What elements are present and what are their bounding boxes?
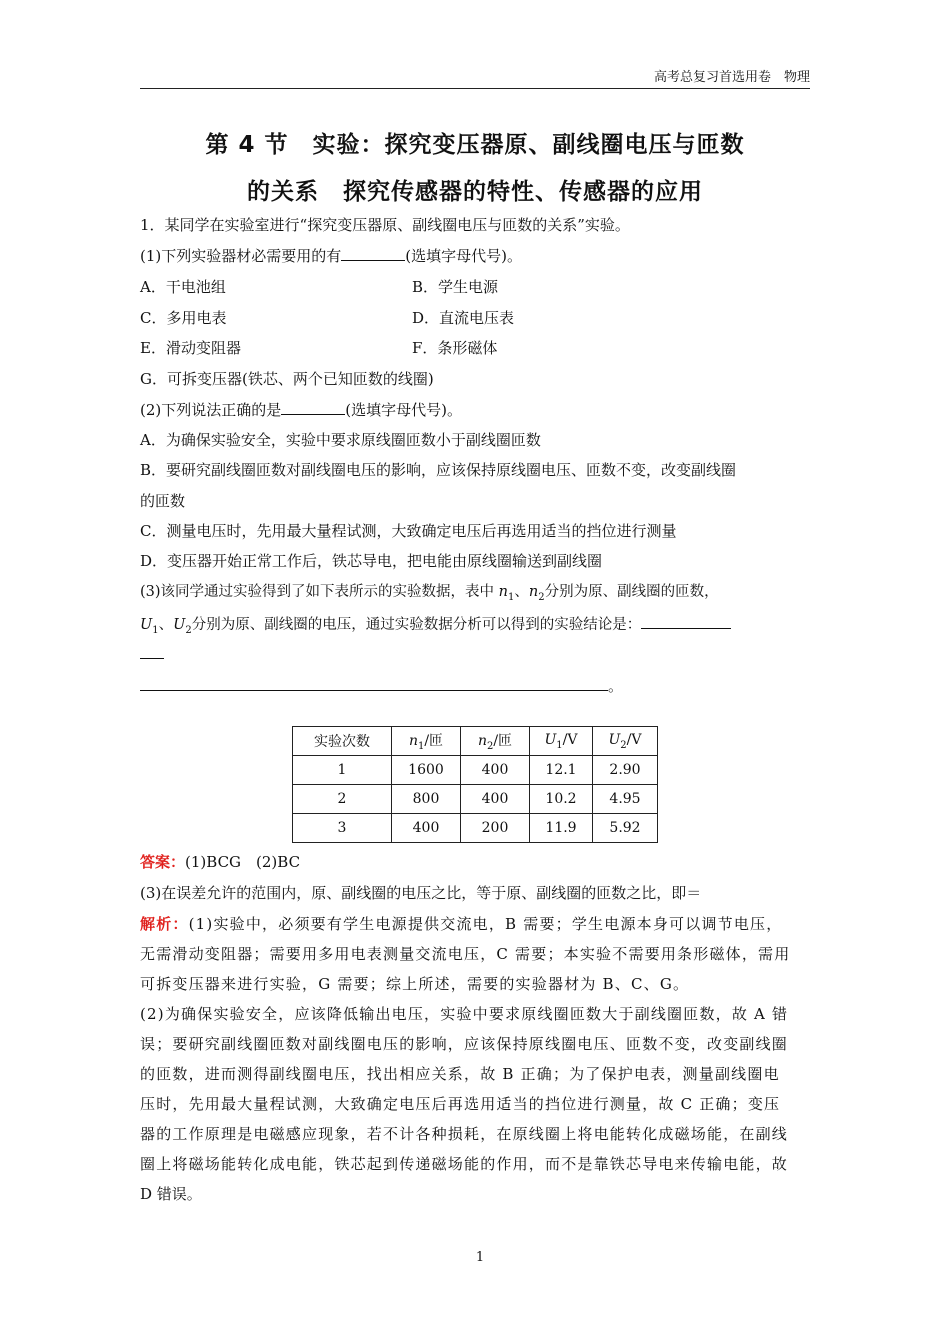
table-cell: 10.2 — [530, 785, 593, 814]
table-cell: 2 — [293, 785, 392, 814]
option-f: F．条形磁体 — [412, 339, 498, 357]
question-part-2 — [140, 398, 812, 421]
option-c: C．多用电表 — [140, 309, 227, 327]
header-subscript: 2 — [620, 739, 627, 751]
header-unit: /匝 — [493, 733, 513, 750]
analysis-line-9: 圈上将磁场能转化成电能，铁芯起到传递磁场能的作用，而不是靠铁芯导电来传输电能，故 — [140, 1155, 789, 1173]
separator-2: 、 — [158, 617, 174, 633]
table-cell: 3 — [293, 814, 392, 843]
answer-blank-3c — [140, 674, 608, 691]
answer-text: (1)BCG (2)BC — [185, 853, 301, 871]
question-part-3-line-1 — [140, 581, 812, 609]
subscript-u2: 2 — [185, 624, 192, 636]
question-part-3-line-3 — [140, 642, 812, 665]
question-intro: 1．某同学在实验室进行“探究变压器原、副线圈电压与匝数的关系”实验。 — [140, 216, 630, 234]
header-symbol: n — [408, 733, 418, 750]
option-a: A．干电池组 — [140, 278, 226, 296]
section-title-line-1: 第 4 节 实验：探究变压器原、副线圈电压与匝数 — [205, 132, 745, 158]
header-subscript: 1 — [556, 739, 563, 751]
analysis-line-5: 误；要研究副线圈匝数对副线圈电压的影响，应该保持原线圈电压、匝数不变，改变副线圈 — [140, 1035, 789, 1053]
answer-line — [140, 851, 812, 873]
analysis-line-7: 压时，先用最大量程试测，大致确定电压后再选用适当的挡位进行测量，故 C 正确；变压 — [140, 1095, 781, 1113]
answer-label: 答案： — [140, 853, 186, 871]
header-symbol: n — [477, 733, 487, 750]
analysis-line-3: 可拆变压器来进行实验，G 需要；综上所述，需要的实验器材为 B、C、G。 — [140, 975, 690, 993]
header-symbol: U — [544, 731, 557, 748]
statement-b-line-2: 的匝数 — [140, 492, 186, 510]
analysis-line-8: 器的工作原理是电磁感应现象，若不计各种损耗，在原线圈上将电能转化成磁场能，在副线 — [140, 1125, 789, 1143]
symbol-u1: U — [140, 617, 153, 633]
experiment-data-table — [292, 726, 658, 843]
symbol-n2: n — [528, 584, 539, 600]
part-2-suffix: (选填字母代号)。 — [345, 401, 462, 419]
answer-blank-3b — [140, 642, 164, 659]
part-3-text-b: 分别为原、副线圈的匝数， — [544, 584, 719, 600]
part-2-prefix: (2)下列说法正确的是 — [140, 401, 282, 419]
analysis-line-1 — [140, 913, 812, 935]
table-header-cell — [593, 727, 658, 756]
page-header: 高考总复习首选用卷 物理 — [140, 66, 810, 89]
header-symbol: U — [608, 731, 621, 748]
part-3-text-c: 分别为原、副线圈的电压，通过实验数据分析可以得到的实验结论是： — [191, 617, 642, 633]
table-cell: 1600 — [392, 756, 461, 785]
analysis-line-6: 的匝数，进而测得副线圈电压，找出相应关系，故 B 正确；为了保护电表，测量副线圈电 — [140, 1065, 780, 1083]
analysis-label: 解析： — [140, 915, 189, 933]
table-header-row — [293, 727, 658, 756]
analysis-line-10: D 错误。 — [140, 1185, 202, 1203]
question-part-3-line-2 — [140, 612, 812, 642]
table-row — [293, 756, 658, 785]
answer-part-3: (3)在误差允许的范围内，原、副线圈的电压之比，等于原、副线圈的匝数之比，即＝ — [140, 884, 702, 902]
table-cell: 12.1 — [530, 756, 593, 785]
table-header-cell: 实验次数 — [293, 727, 392, 756]
option-g: G．可拆变压器(铁芯、两个已知匝数的线圈) — [140, 370, 434, 388]
table-header-cell — [461, 727, 530, 756]
table-cell: 800 — [392, 785, 461, 814]
header-unit: /匝 — [424, 733, 444, 750]
table-cell: 1 — [293, 756, 392, 785]
option-d: D．直流电压表 — [412, 309, 515, 327]
option-b: B．学生电源 — [412, 278, 499, 296]
table-cell: 2.90 — [593, 756, 658, 785]
analysis-text: (1)实验中，必须要有学生电源提供交流电，B 需要；学生电源本身可以调节电压， — [188, 915, 783, 933]
end-mark: 。 — [608, 677, 624, 695]
separator: 、 — [514, 584, 529, 600]
statement-a: A．为确保实验安全，实验中要求原线圈匝数小于副线圈匝数 — [140, 431, 541, 449]
statement-c: C．测量电压时，先用最大量程试测，大致确定电压后再选用适当的挡位进行测量 — [140, 522, 677, 540]
subscript-1: 1 — [508, 591, 515, 603]
analysis-line-4: (2)为确保实验安全，应该降低输出电压，实验中要求原线圈匝数大于副线圈匝数，故 A 错 — [140, 1005, 789, 1023]
header-subscript: 2 — [486, 740, 494, 752]
table-cell: 5.92 — [593, 814, 658, 843]
table-cell: 400 — [392, 814, 461, 843]
header-unit: /V — [562, 731, 578, 748]
table-cell: 400 — [461, 785, 530, 814]
header-subscript: 1 — [417, 740, 425, 752]
section-title-line-2: 的关系 探究传感器的特性、传感器的应用 — [247, 179, 703, 205]
table-row — [293, 785, 658, 814]
subscript-2: 2 — [538, 591, 545, 603]
option-e: E．滑动变阻器 — [140, 339, 241, 357]
part-3-text-a: (3)该同学通过实验得到了如下表所示的实验数据，表中 — [140, 584, 495, 600]
page-number: 1 — [475, 1250, 485, 1265]
table-cell: 11.9 — [530, 814, 593, 843]
answer-blank-3a — [641, 612, 731, 629]
table-header-cell — [392, 727, 461, 756]
question-part-3-line-4 — [140, 674, 812, 697]
answer-blank-1 — [341, 244, 405, 261]
header-unit: /V — [626, 731, 642, 748]
answer-blank-2 — [281, 398, 345, 415]
table-row — [293, 814, 658, 843]
table-header-cell — [530, 727, 593, 756]
question-part-1 — [140, 244, 812, 267]
table-cell: 4.95 — [593, 785, 658, 814]
symbol-n1: n — [498, 584, 508, 600]
subscript-u1: 1 — [152, 624, 159, 636]
part-1-suffix: (选填字母代号)。 — [405, 247, 522, 265]
statement-b-line-1: B．要研究副线圈匝数对副线圈电压的影响，应该保持原线圈电压、匝数不变，改变副线圈 — [140, 461, 737, 479]
analysis-line-2: 无需滑动变阻器；需要用多用电表测量交流电压，C 需要；本实验不需要用条形磁体，需用 — [140, 945, 791, 963]
table-cell: 400 — [461, 756, 530, 785]
table-cell: 200 — [461, 814, 530, 843]
symbol-u2: U — [173, 617, 186, 633]
statement-d: D．变压器开始正常工作后，铁芯导电，把电能由原线圈输送到副线圈 — [140, 552, 603, 570]
part-1-prefix: (1)下列实验器材必需要用的有 — [140, 247, 342, 265]
